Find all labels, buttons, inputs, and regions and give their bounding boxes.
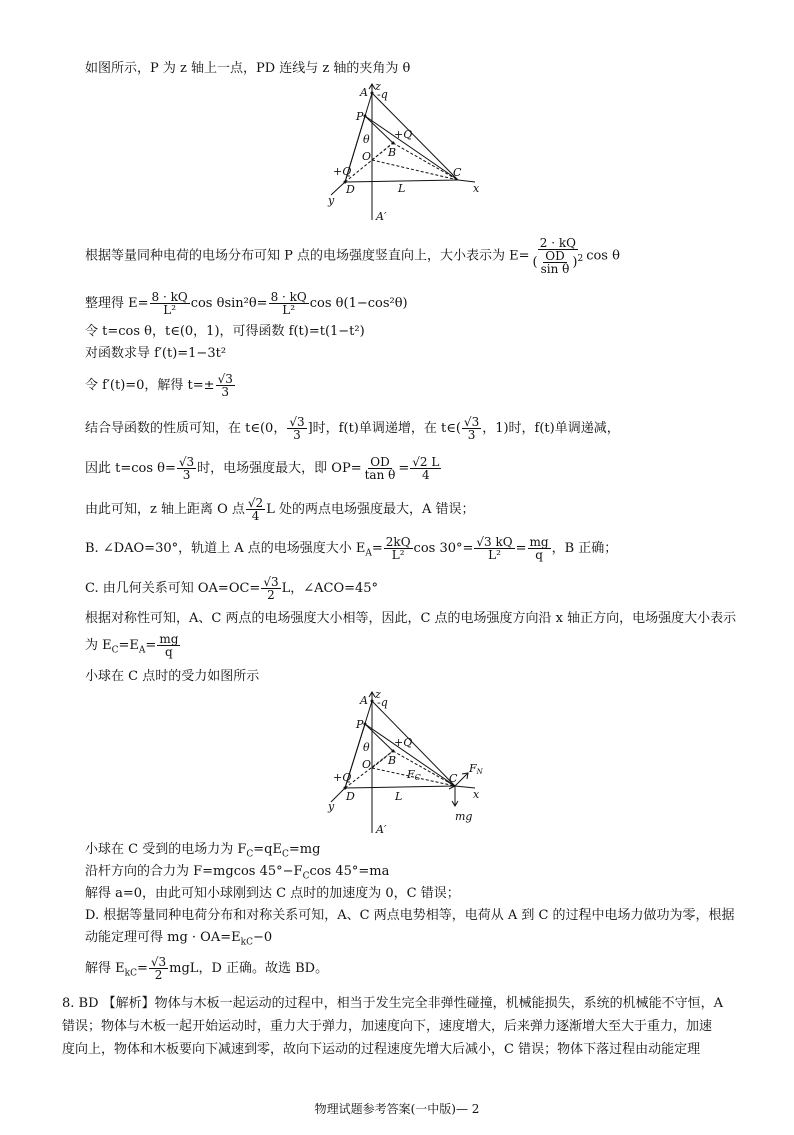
zero-num: √3: [217, 372, 233, 386]
simplify-mid: cos θsin²θ=: [190, 296, 268, 311]
max-t-num: √3: [178, 455, 195, 469]
c-den: 2: [267, 588, 275, 602]
b-sub: A: [365, 548, 372, 559]
b-f2-num: √3 kQ: [476, 535, 513, 549]
fig2-label-y: y: [328, 800, 335, 813]
fig2-label-p: P: [356, 718, 364, 731]
fig1-label-neg-q: -q: [377, 88, 388, 101]
ec-num: mg: [159, 632, 179, 646]
b-e: ，B 正确；: [551, 541, 618, 556]
max-v-num: √2 L: [412, 455, 440, 469]
text-along-rod: [85, 863, 389, 886]
ec-sub1: C: [111, 645, 119, 656]
fig2-label-z: z: [375, 688, 381, 701]
simplify-f1-num: 8 · kQ: [151, 290, 188, 304]
b-f1-den: L²: [391, 548, 405, 562]
along-a: 沿杆方向的合力为 F=mgcos 45°−F: [85, 864, 303, 879]
q8-number: 8. BD: [62, 996, 99, 1011]
fig2-label-neg-q: -q: [377, 696, 388, 709]
zero-den: 3: [221, 385, 230, 399]
fig1-label-d: D: [346, 183, 355, 196]
mono-c: ，1)时，f(t)单调递减，: [482, 421, 620, 436]
c-b: L，∠ACO=45°: [281, 581, 379, 596]
fc-a: 小球在 C 受到的电场力为 F: [85, 842, 247, 857]
text-option-d-2: [85, 929, 272, 952]
text-option-b: [85, 535, 617, 568]
page-footer: 物理试题参考答案(一中版)— 2: [314, 1102, 480, 1116]
fc-sub2: C: [281, 849, 289, 860]
text-q8-line2: 错误；物体与木板一起开始运动时，重力大于弹力，加速度向下，速度增大，后来弹力逐渐增大至大于重力，加速: [62, 1019, 713, 1034]
text-derivative: 对函数求导 f′(t)=1−3t²: [85, 346, 227, 361]
text-conclude: [85, 496, 474, 524]
max-v-den: 4: [421, 468, 430, 482]
figure-1-electric-field-diagram: [325, 80, 485, 225]
max-op-den: tan θ: [364, 468, 396, 482]
text-intro: 如图所示，P 为 z 轴上一点，PD 连线与 z 轴的夹角为 θ: [85, 61, 411, 76]
b-f3-num: mg: [529, 535, 549, 549]
fig1-label-plus-q-d: +Q: [333, 165, 352, 178]
fig1-label-a-prime: A′: [376, 210, 387, 223]
mono-f-den: 3: [293, 428, 301, 442]
fig1-label-y: y: [328, 194, 335, 207]
text-simplify: [85, 290, 408, 318]
ek-c: mgL，D 正确。故选 BD。: [169, 961, 329, 976]
b-f1-num: 2kQ: [385, 535, 411, 549]
d2-b: −0: [252, 930, 273, 945]
fig2-label-b: B: [388, 754, 397, 767]
fig2-label-a-prime: A′: [376, 823, 387, 836]
text-kinetic-energy: [85, 955, 328, 988]
d2-a: 动能定理可得 mg · OA=E: [85, 930, 241, 945]
max-a: 因此 t=cos θ=: [85, 461, 176, 476]
fc-c: =mg: [288, 842, 321, 857]
conclude-b: L 处的两点电场强度最大，A 错误；: [266, 502, 475, 517]
ek-sub: kC: [124, 968, 137, 979]
fig1-label-x: x: [473, 182, 480, 195]
ek-b: =: [136, 961, 148, 976]
fig2-label-a: A: [360, 694, 368, 707]
c-num: √3: [263, 575, 279, 589]
conclude-a: 由此可知，z 轴上距离 O 点: [85, 502, 245, 517]
field-a-tail: cos θ: [586, 248, 620, 264]
text-maximum: [85, 455, 442, 483]
fig1-label-plus-q-b: +Q: [394, 128, 413, 141]
c-a: C. 由几何关系可知 OA=OC=: [85, 581, 261, 596]
along-b: cos 45°=ma: [309, 864, 390, 879]
figure-2-force-diagram: [325, 688, 495, 838]
ec-sub2: A: [138, 645, 146, 656]
text-let-t: 令 t=cos θ，t∈(0，1)，可得函数 f(t)=t(1−t²): [85, 324, 365, 339]
q8-a: 【解析】物体与木板一起运动的过程中，相当于发生完全非弹性碰撞，机械能损失，系统的机械能不守恒，A: [102, 996, 724, 1011]
mono-f2-num: √3: [463, 415, 480, 429]
mono-b: ]时，f(t)单调递增，在 t∈(: [307, 421, 461, 436]
text-option-d-1: D. 根据等量同种电荷分布和对称关系可知，A、C 两点电势相等，电荷从 A 到 C 的过程中电场力做功为零，根据: [85, 908, 735, 923]
fig2-label-fn: FN: [469, 762, 483, 776]
conclude-num: √2: [247, 496, 264, 510]
text-acceleration: 解得 a=0，由此可知小球刚到达 C 点时的加速度为 0，C 错误；: [85, 886, 460, 901]
b-a: B. ∠DAO=30°，轨道上 A 点的电场强度大小 E: [85, 541, 366, 556]
fig2-label-l: L: [395, 790, 403, 803]
mono-a: 结合导函数的性质可知，在 t∈(0，: [85, 421, 287, 436]
fig2-label-mg: mg: [455, 810, 473, 823]
conclude-den: 4: [251, 509, 260, 523]
fig1-label-l: L: [398, 182, 406, 195]
text-option-c: [85, 575, 378, 603]
ek-num: √3: [150, 955, 167, 969]
text-monotonic: [85, 415, 620, 443]
max-t-den: 3: [182, 468, 191, 482]
b-b: =: [371, 541, 383, 556]
text-zero: [85, 372, 236, 400]
field-a-den-den: sin θ: [540, 262, 570, 276]
zero-lead: 令 f′(t)=0，解得 t=±: [85, 378, 215, 393]
simplify-f1-den: L²: [163, 303, 176, 317]
fig2-label-x: x: [473, 788, 480, 801]
fig1-label-o: O: [362, 150, 372, 163]
d2-sub: kC: [240, 937, 253, 948]
ec-den: q: [165, 645, 173, 659]
text-force-intro: 小球在 C 点时的受力如图所示: [85, 669, 260, 684]
field-a-num: 2 · kQ: [539, 236, 576, 250]
simplify-f2-den: L²: [282, 303, 296, 317]
fc-sub: C: [246, 849, 254, 860]
fig1-label-p: P: [356, 110, 364, 123]
ec-a: 为 E: [85, 638, 112, 653]
along-sub: C: [302, 871, 310, 882]
b-c: cos 30°=: [413, 541, 474, 556]
text-fc: [85, 841, 320, 864]
text-q8-line3: 度向上，物体和木板要向下减速到零，故向下运动的过程速度先增大后减小，C 错误；物体下落过程由动能定理: [62, 1042, 701, 1057]
field-a-den-num: OD: [545, 249, 565, 263]
max-b: 时，电场强度最大，即 OP=: [197, 461, 362, 476]
fc-b: =qE: [253, 842, 282, 857]
fig1-label-a: A: [360, 86, 368, 99]
simplify-f2-num: 8 · kQ: [270, 290, 307, 304]
max-c: =: [398, 461, 410, 476]
text-q8-line1: [62, 995, 723, 1013]
b-d: =: [515, 541, 527, 556]
ek-den: 2: [154, 968, 163, 982]
ec-b: =E: [118, 638, 139, 653]
mono-f2-den: 3: [467, 428, 476, 442]
fig2-label-c: C: [449, 772, 458, 785]
fig2-label-fc: FC: [407, 768, 421, 782]
field-a-lead: 根据等量同种电荷的电场分布可知 P 点的电场强度竖直向上，大小表示为 E=: [85, 248, 530, 264]
fig2-label-d: D: [346, 790, 355, 803]
fig1-label-c: C: [453, 166, 462, 179]
ek-a: 解得 E: [85, 961, 125, 976]
simplify-lead: 整理得 E=: [85, 296, 149, 311]
fig2-label-plus-q-d: +Q: [333, 771, 352, 784]
fig1-label-b: B: [388, 146, 397, 159]
text-ec: [85, 632, 181, 665]
text-symmetry: 根据对称性可知，A、C 两点的电场强度大小相等，因此，C 点的电场强度方向沿 x 轴正方向，电场强度大小表示: [85, 611, 737, 626]
fig2-label-plus-q-b: +Q: [394, 736, 413, 749]
simplify-tail: cos θ(1−cos²θ): [309, 296, 408, 311]
fig1-label-z: z: [375, 80, 381, 93]
field-a-fraction: 2 · kQ ( $\frac{OD}{\text{sin θ}}$ )$^2$: [532, 236, 584, 276]
mono-f-num: √3: [289, 415, 305, 429]
ec-c: =: [145, 638, 157, 653]
b-f3-den: q: [535, 548, 543, 562]
b-f2-den: L²: [488, 548, 501, 562]
max-op-num: OD: [370, 455, 390, 469]
fig1-label-theta: θ: [363, 133, 370, 146]
fig2-label-o: O: [362, 758, 372, 771]
text-field-a: [85, 237, 620, 275]
fig2-label-theta: θ: [363, 741, 370, 754]
